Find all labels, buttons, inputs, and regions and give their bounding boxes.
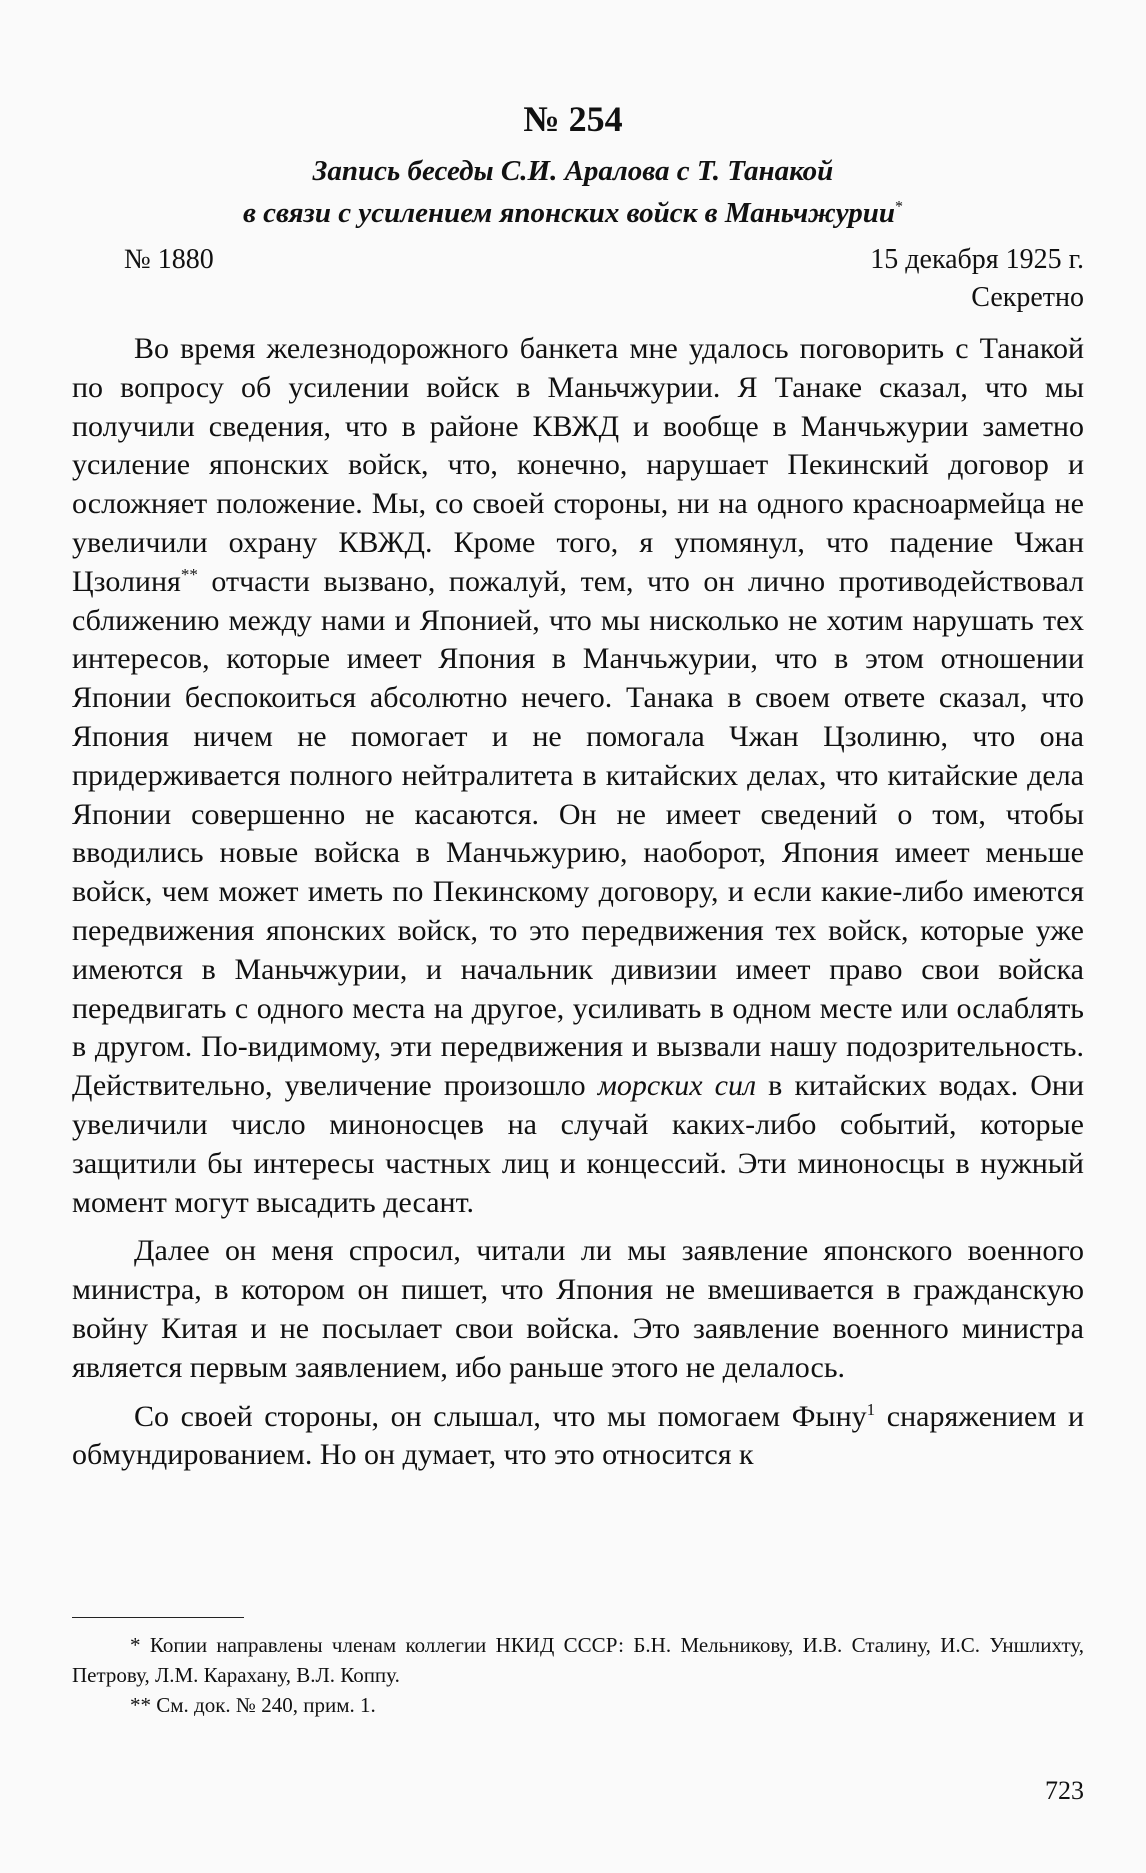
paragraph-3-text-b: снаряжением и обмундированием. Но он думает, что это относится к <box>72 1399 1084 1472</box>
classification-label: Секретно <box>971 282 1084 313</box>
footnote-2: ** См. док. № 240, прим. 1. <box>130 1693 376 1717</box>
footnote-mark-2: ** <box>180 564 198 584</box>
document-date: 15 декабря 1925 г. <box>870 244 1084 275</box>
document-body <box>72 330 1084 1485</box>
paragraph-2: Далее он меня спросил, читали ли мы заявление японского военного министра, в котором он пишет, что Япония не вмешивается в гражданскую войну Китая и не посылает свои войска. Это заявление военного министра является первым заявлением, ибо раньше этого не делалось. <box>72 1234 1084 1384</box>
registration-number: № 1880 <box>124 244 214 275</box>
footnote-divider <box>72 1617 244 1618</box>
title-line2-text: в связи с усилением японских войск в Маньчжурии <box>242 197 896 229</box>
footnote-1: * Копии направлены членам коллегии НКИД СССР: Б.Н. Мельникову, И.В. Сталину, И.С. Уншлихту, Петрову, Л.М. Карахану, В.Л. Коппу. <box>72 1633 1084 1687</box>
paragraph-1-text-a: Во время железнодорожного банкета мне удалось поговорить с Танакой по вопросу об усилении войск в Маньчжурии. Я Танаке сказал, что мы получили сведения, что в районе КВЖД и вообще в Манчьжурии заметно усиление японских войск, что, конечно, нарушает Пекинский договор и осложняет положение. Мы, со своей стороны, ни на одного красноармейца не увеличили охрану КВЖД. Кроме того, я упомянул, что падение Чжан Цзолиня <box>72 332 1084 598</box>
paragraph-1-text-c: в китайских водах. Они увеличили число миноносцев на случай каких-либо событий, которые защитили бы интересы частных лиц и концессий. Эти миноносцы в нужный момент могут высадить десант. <box>72 1069 1084 1219</box>
title-footnote-mark: * <box>895 198 904 216</box>
paragraph-3-text-a: Со своей стороны, он слышал, что мы помогаем Фыну <box>134 1399 867 1433</box>
page-number: 723 <box>1045 1776 1084 1805</box>
footnote-mark-1: 1 <box>866 1399 876 1419</box>
footnotes <box>72 1630 1084 1720</box>
paragraph-3 <box>72 1398 1084 1476</box>
document-title-line2 <box>0 197 1146 230</box>
paragraph-1-italic: морских сил <box>597 1069 757 1103</box>
document-number: № 254 <box>523 99 623 139</box>
paragraph-1 <box>72 330 1084 1222</box>
paragraph-1-text-b: отчасти вызвано, пожалуй, тем, что он лично противодействовал сближению между нами и Японией, что мы нисколько не хотим нарушать тех интересов, которые имеет Япония в Манчьжурии, что в этом отношении Японии беспокоиться абсолютно нечего. Танака в своем ответе сказал, что Япония ничем не помогает и не помогала Чжан Цзолиню, что она придерживается полного нейтралитета в китайских делах, что китайские дела Японии совершенно не касаются. Он не имеет сведений о том, чтобы вводились новые войска в Манчьжурию, наоборот, Япония имеет меньше войск, чем может иметь по Пекинскому договору, и если какие-либо имеются передвижения японских войск, то это передвижения тех войск, которые уже имеются в Маньчжурии, и начальник дивизии имеет право свои войска передвигать с одного места на другое, усиливать в одном месте или ослаблять в другом. По-видимому, эти передвижения и вызвали нашу подозрительность. Действительно, увеличение произошло <box>72 564 1084 1103</box>
document-title-line1: Запись беседы С.И. Аралова с Т. Танакой <box>312 155 834 187</box>
